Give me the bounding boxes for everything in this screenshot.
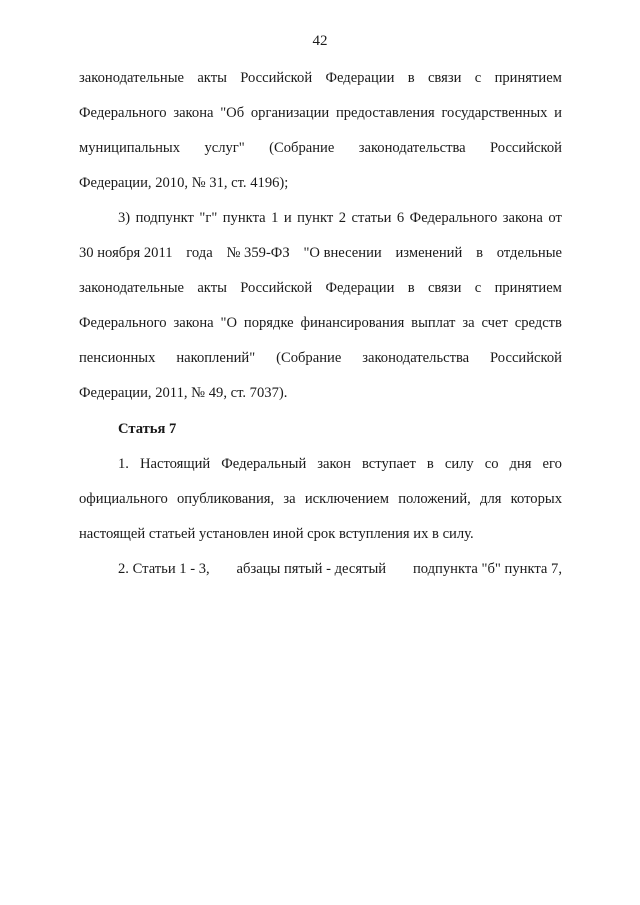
word: пункт (297, 210, 334, 226)
word: дня (509, 456, 532, 472)
word: принятием (494, 280, 562, 296)
word: пункта (222, 210, 266, 226)
word: и (283, 210, 292, 226)
word: опубликования, (176, 491, 275, 507)
word: акты (197, 70, 227, 86)
word: счет (481, 315, 508, 331)
word: предоставления (335, 105, 435, 121)
word: Российской (490, 350, 562, 366)
article-heading: Статья 7 (118, 421, 177, 437)
word: 1. (118, 456, 129, 472)
word: Федерации (325, 280, 395, 296)
word: с (474, 280, 482, 296)
word: закона (502, 210, 543, 226)
paragraph-1-line-1 (79, 69, 562, 87)
word: 6 (396, 210, 405, 226)
word: "О внесении (303, 245, 382, 261)
word: за (462, 315, 475, 331)
word: вступает (361, 456, 416, 472)
paragraph-4-line-1 (118, 560, 562, 578)
word: (Собрание (276, 350, 342, 366)
word: выплат (411, 315, 456, 331)
paragraph-3-line-1 (118, 455, 562, 473)
word: в (407, 70, 415, 86)
word: средств (514, 315, 562, 331)
word: "О (220, 315, 238, 331)
word: статьи (351, 210, 392, 226)
word: с (474, 70, 482, 86)
word: Российской (490, 140, 562, 156)
word: законодательства (362, 350, 470, 366)
paragraph-3-line-3: настоящей статьей установлен иной срок вступления их в силу. (79, 526, 474, 542)
word: порядке (243, 315, 294, 331)
word: акты (197, 280, 227, 296)
word: Федерального (409, 210, 498, 226)
paragraph-2-line-3 (79, 279, 562, 297)
word: закон (317, 456, 351, 472)
word: накоплений" (176, 350, 256, 366)
paragraph-1-line-3 (79, 139, 562, 157)
word: 30 ноября 2011 (79, 245, 173, 261)
word: и (554, 105, 562, 121)
word: законодательные (79, 280, 184, 296)
word: подпункт (135, 210, 194, 226)
word: законодательные (79, 70, 184, 86)
word: Настоящий (139, 456, 211, 472)
word: в (426, 456, 434, 472)
paragraph-2-line-1 (118, 209, 562, 227)
phrase: 2. Статьи 1 - 3, (118, 561, 210, 577)
word: Российской (240, 280, 313, 296)
word: Российской (240, 70, 313, 86)
paragraph-3-line-2 (79, 490, 562, 508)
word: со (484, 456, 499, 472)
paragraph-2-line-5 (79, 349, 562, 367)
word: которых (510, 491, 562, 507)
word: официального (79, 491, 168, 507)
word: закона (173, 105, 214, 121)
page-number: 42 (312, 33, 328, 49)
word: отдельные (496, 245, 562, 261)
phrase: абзацы пятый - десятый (236, 561, 387, 577)
word: для (480, 491, 502, 507)
word: 2 (338, 210, 347, 226)
word: связи (427, 70, 462, 86)
word: муниципальных (79, 140, 181, 156)
word: законодательства (358, 140, 466, 156)
word: Федеральный (221, 456, 307, 472)
word: исключением (304, 491, 389, 507)
word: от (548, 210, 562, 226)
word: Федерального (79, 105, 167, 121)
word: (Собрание (269, 140, 335, 156)
word: 1 (271, 210, 279, 226)
word: его (542, 456, 562, 472)
word: пенсионных (79, 350, 156, 366)
word: силу (444, 456, 474, 472)
word: связи (427, 280, 462, 296)
word: года (186, 245, 213, 261)
word: в (407, 280, 415, 296)
word: принятием (494, 70, 562, 86)
word: за (283, 491, 296, 507)
paragraph-1-line-4: Федерации, 2010, № 31, ст. 4196); (79, 175, 289, 191)
word: государственных (441, 105, 548, 121)
phrase: подпункта "б" пункта 7, (412, 561, 562, 577)
paragraph-2-line-2 (79, 244, 562, 262)
paragraph-2-line-4 (79, 314, 562, 332)
word: "г" (199, 210, 218, 226)
word: Федерального (79, 315, 167, 331)
paragraph-2-line-6: Федерации, 2011, № 49, ст. 7037). (79, 385, 288, 401)
word: 3) (118, 210, 131, 226)
word: изменений (395, 245, 463, 261)
word: положений, (398, 491, 471, 507)
word: в (476, 245, 483, 261)
word: организации (250, 105, 330, 121)
word: "Об (220, 105, 245, 121)
word: закона (173, 315, 214, 331)
word: услуг" (204, 140, 245, 156)
word: Федерации (325, 70, 395, 86)
paragraph-1-line-2 (79, 104, 562, 122)
word: № 359-ФЗ (226, 245, 290, 261)
word: финансирования (300, 315, 405, 331)
